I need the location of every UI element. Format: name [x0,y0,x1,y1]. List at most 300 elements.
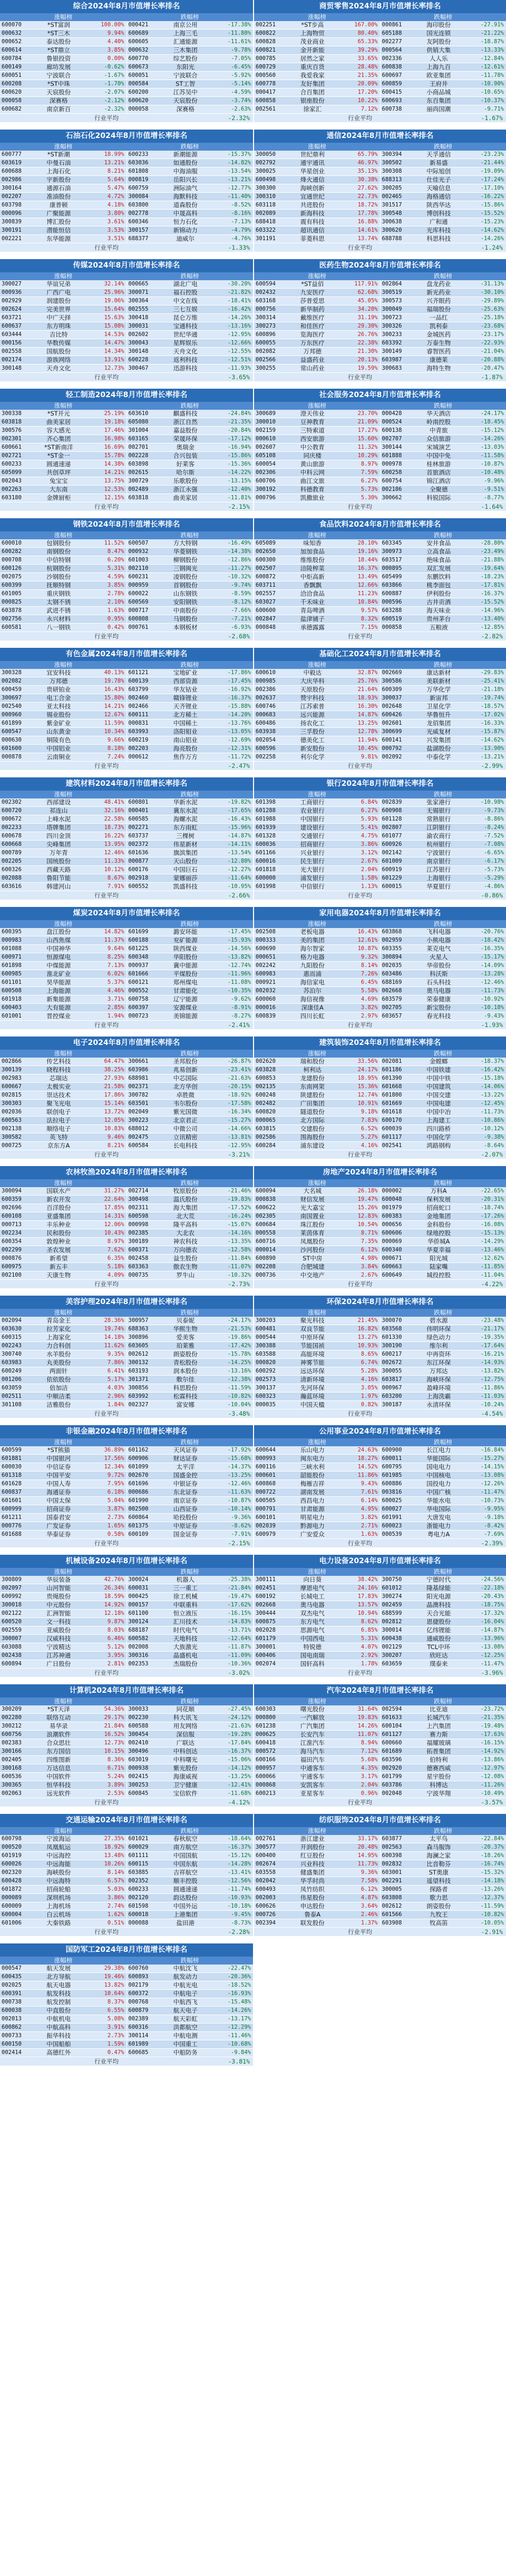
loser-entry [126,1350,254,1358]
stock-name: 时代电气 [173,1626,198,1634]
change-percent: 15.08% [104,323,124,329]
stock-name: 天宸股份 [173,97,198,104]
stock-code: 601939 [256,824,276,831]
change-percent: 15.64% [104,306,124,312]
stock-name: 晋控煤业 [46,1012,71,1020]
gainer-entry [0,1133,126,1141]
stock-name: 沙钢股份 [46,573,71,580]
stock-code: 603168 [256,298,276,304]
stock-code: 300444 [256,1610,276,1616]
ranking-row [254,226,506,235]
stock-name: 菲菱科思 [300,235,325,242]
ranking-row [254,1886,506,1894]
loser-entry [380,866,506,874]
change-percent: 14.21% [104,469,124,476]
change-percent: 6.18% [107,1489,124,1495]
loser-entry [380,1852,506,1860]
column-label-gainers: 涨幅榜 [54,1568,73,1575]
stock-code: 600359 [2,1196,22,1202]
stock-code: 000058 [128,106,149,112]
stock-code: 002353 [128,1661,149,1667]
loser-entry [380,1505,506,1513]
industry-average-value: -1.33% [228,244,250,251]
stock-name: 松霖科技 [173,1393,198,1400]
change-percent: 3.80% [107,210,124,216]
industry-average-row [0,632,253,640]
stock-name: 亚盛集团 [46,1212,71,1220]
stock-name: 海峡股份 [46,1869,71,1876]
stock-name: 北方华创 [173,1083,198,1090]
stock-name: 中国广核 [426,1488,451,1496]
stock-name: 探路者 [430,1886,448,1893]
stock-code: 600693 [382,97,402,104]
loser-entry [126,581,254,589]
gainer-entry [0,2015,126,2023]
stock-code: 000610 [256,436,276,442]
change-percent: -21.18% [480,686,504,693]
change-percent: 23.70% [357,410,378,417]
change-percent: -10.95% [227,883,251,890]
change-percent: 12.53% [104,486,124,492]
ranking-row [0,2024,253,2032]
loser-entry [380,38,506,46]
ranking-row [0,849,253,857]
ranking-row [0,1981,253,1990]
ranking-row [0,970,253,979]
change-percent: -18.26% [480,1852,504,1859]
stock-name: 广田集团 [300,1100,325,1107]
stock-code: 300548 [382,210,402,216]
stock-name: 山西证券 [173,1505,198,1513]
change-percent: 167.00% [354,22,378,28]
stock-name: 欣旺达 [430,1652,448,1659]
ranking-row [0,1108,253,1117]
stock-name: 湖南发展 [300,1488,325,1496]
change-percent: -14.18% [480,1878,504,1884]
change-percent: 6.84% [361,799,378,805]
stock-name: 广和通 [430,218,448,225]
change-percent: 12.34% [104,1464,124,1470]
stock-name: 众信旅游 [426,435,451,442]
ranking-row [0,1446,253,1455]
loser-entry [126,477,254,485]
ranking-row [0,798,253,807]
stock-code: 002097 [2,1585,22,1591]
stock-name: 综艺股份 [173,55,198,62]
change-percent: 16.22% [104,833,124,839]
change-percent: -18.52% [227,1982,251,1988]
loser-entry [126,573,254,581]
change-percent: -10.87% [227,1497,251,1504]
stock-name: 海康威视 [173,1773,198,1780]
gainer-entry [0,1981,126,1989]
loser-entry [126,63,254,71]
panel-title: 建筑材料2024年8月市值增长率排名 [0,777,253,791]
stock-code: 300203 [256,1317,276,1324]
gainer-entry [0,841,126,848]
change-percent: 12.15% [104,495,124,501]
gainer-entry [0,1522,126,1530]
change-percent: 4.18% [107,202,124,208]
column-label-losers: 跌幅榜 [180,13,199,21]
stock-code: 300750 [382,1576,402,1583]
stock-name: 兴业银行 [300,849,325,856]
stock-code: 002489 [128,486,149,492]
loser-entry [380,176,506,184]
ranking-row [0,1497,253,1505]
change-percent: 1.63% [107,607,124,614]
loser-entry [380,1522,506,1530]
change-percent: 2.85% [107,1004,124,1011]
stock-code: 002291 [382,1878,402,1884]
stock-name: 拓普集团 [426,1748,451,1755]
ranking-row [254,1246,506,1255]
stock-name: 荣晟环保 [173,435,198,442]
change-percent: 12.46% [104,850,124,856]
loser-entry [380,1187,506,1195]
stock-code: 600031 [128,1585,149,1591]
loser-entry [126,435,254,443]
change-percent: -12.55% [227,348,251,354]
loser-entry [126,745,254,753]
gainer-entry [0,945,126,953]
stock-name: 中航西飞 [173,1998,198,2006]
stock-name: 九安医疗 [300,289,325,296]
stock-name: 廊坊发展 [46,63,71,71]
stock-name: 海澜之家 [426,1852,451,1859]
gainer-entry [0,928,126,936]
gainer-entry [0,1271,126,1279]
change-percent: 0.95% [107,616,124,622]
industry-average-label: 行业平均 [348,1799,372,1806]
change-percent: -11.93% [227,365,251,371]
column-label-gainers: 涨幅榜 [308,143,326,150]
stock-code: 600138 [382,427,402,433]
stock-name: 东南网架 [300,1083,325,1090]
change-percent: 8.65% [361,1351,378,1357]
stock-name: 奥瑞金 [176,443,194,451]
stock-code: 000959 [128,582,149,588]
stock-name: 中晟高科 [173,210,198,217]
stock-code: 603605 [128,1343,149,1349]
change-percent: -14.83% [227,1618,251,1625]
stock-code: 300114 [128,2032,149,2039]
stock-code: 600372 [128,1990,149,1997]
stock-code: 002500 [128,1506,149,1512]
stock-code: 000632 [2,30,22,36]
change-percent: -20.15% [227,1083,251,1090]
stock-name: 韩建河山 [46,883,71,890]
gainer-entry [254,1522,380,1530]
gainer-entry [0,1221,126,1229]
industry-average-label: 行业平均 [348,1669,372,1676]
panel-title: 纺织服饰2024年8月市值增长率排名 [254,1814,506,1827]
stock-name: 民和股份 [46,1229,71,1237]
loser-entry [380,1886,506,1893]
loser-entry [126,548,254,556]
loser-entry [380,167,506,175]
change-percent: -8.59% [231,590,251,597]
panel-title: 食品饮料2024年8月市值增长率排名 [254,518,506,531]
stock-code: 600983 [256,971,276,977]
ranking-row [254,624,506,632]
change-percent: 0.82% [361,1401,378,1408]
stock-name: 旗滨集团 [173,849,198,856]
stock-code: 600435 [2,1973,22,1980]
stock-name: 四川金顶 [46,832,71,840]
stock-code: 300365 [2,1782,22,1788]
stock-code: 601696 [128,1481,149,1487]
stock-name: 万科A [430,1187,447,1195]
stock-name: 小熊电器 [426,936,451,944]
stock-name: 财信发展 [300,1196,325,1203]
loser-entry [126,2015,254,2023]
stock-name: 朗姿股份 [426,1902,451,1910]
change-percent: 3.71% [107,996,124,1002]
gainer-entry [254,1731,380,1739]
stock-name: 万华化学 [426,686,451,693]
stock-code: 000401 [128,807,149,814]
gainer-entry [0,1455,126,1463]
panel-title: 社会服务2024年8月市值增长率排名 [254,389,506,402]
stock-name: 招商轮船 [46,1886,71,1893]
industry-average-label: 行业平均 [348,1539,372,1547]
stock-name: 武进不锈 [46,607,71,614]
stock-name: 联络互动 [46,1714,71,1721]
ranking-row [254,184,506,193]
stock-name: 中南股份 [173,607,198,614]
gainer-entry [254,1376,380,1384]
stock-code: 601601 [2,1497,22,1504]
change-percent: -9.45% [231,1911,251,1918]
ranking-row [0,105,253,114]
ranking-row [254,38,506,46]
stock-code: 300364 [128,298,149,304]
stock-name: 烽火通信 [300,176,325,183]
stock-name: 航发控制 [46,1998,71,2006]
panel-column-header [0,1697,253,1705]
stock-code: 600660 [382,1740,402,1746]
stock-name: 新潮能源 [173,151,198,158]
gainer-entry [0,1117,126,1124]
loser-entry [380,598,506,606]
loser-entry [126,1739,254,1747]
gainer-entry [254,1108,380,1116]
stock-code: 300729 [128,478,149,484]
stock-code: 000558 [256,1230,276,1236]
stock-name: 天舟文化 [173,348,198,355]
loser-entry [380,1255,506,1262]
gainer-entry [254,745,380,753]
stock-code: 300037 [382,695,402,701]
change-percent: -5.92% [231,72,251,78]
stock-name: 重庆钢铁 [46,590,71,597]
change-percent: -10.05% [480,1920,504,1926]
stock-code: 002839 [382,799,402,805]
stock-name: ST中房 [303,1255,323,1262]
change-percent: -10.86% [480,1117,504,1123]
ranking-row [254,745,506,753]
loser-entry [126,1325,254,1333]
change-percent: 38.25% [104,1067,124,1073]
ranking-row [254,1480,506,1488]
industry-average-value: -3.65% [228,373,250,381]
gainer-entry [0,1393,126,1400]
stock-code: 000776 [2,1523,22,1529]
gainer-entry [0,38,126,46]
gainer-entry [0,280,126,288]
industry-average-value: -2.15% [228,503,250,510]
stock-name: 万邦德 [303,348,322,355]
stock-code: 600563 [2,1117,22,1123]
change-percent: 17.46% [104,427,124,433]
panel-column-header [0,1179,253,1187]
panel-title: 房地产2024年8月市值增长率排名 [254,1166,506,1179]
loser-entry [126,427,254,435]
loser-entry [380,1576,506,1584]
loser-entry [126,1626,254,1634]
stock-name: 北方国际 [300,1117,325,1124]
gainer-entry [0,1472,126,1479]
stock-code: 601001 [2,1013,22,1019]
change-percent: -10.18% [480,1004,504,1011]
ranking-row [0,1212,253,1221]
stock-name: 广聚能源 [46,210,71,217]
stock-code: 600200 [128,89,149,95]
change-percent: -16.92% [227,686,251,693]
gainer-entry [0,857,126,865]
stock-name: 华孚时尚 [300,1877,325,1884]
stock-name: 碧水源 [430,1317,448,1324]
industry-average-value: -2.99% [481,762,503,769]
ranking-row [254,694,506,703]
stock-name: 福石控股 [173,289,198,296]
stock-name: 东方电气 [300,1618,325,1625]
stock-code: 600505 [256,1497,276,1504]
stock-name: 上海银行 [426,874,451,882]
stock-name: 恒源煤电 [46,953,71,961]
stock-code: 600971 [2,954,22,960]
change-percent: -14.26% [480,235,504,242]
stock-name: 国统股份 [46,857,71,865]
change-percent: -14.66% [227,1126,251,1132]
panel-column-header [254,1697,506,1705]
change-percent: -11.26% [480,1782,504,1788]
change-percent: 12.05% [104,1117,124,1123]
ranking-row [254,80,506,88]
stock-code: 002612 [382,1903,402,1909]
stock-name: 绿色动力 [426,1334,451,1341]
stock-code: 600258 [382,469,402,476]
ranking-row [0,1886,253,1894]
stock-name: 珀莱雅 [176,1342,194,1349]
change-percent: 36.89% [104,1447,124,1453]
change-percent: 30.38% [357,176,378,183]
stock-name: 通源石油 [46,184,71,192]
stock-name: 深赛格 [50,97,68,104]
stock-name: 敷尔佳 [176,1376,194,1383]
stock-name: 星宇股份 [426,1773,451,1780]
ranking-row [254,1334,506,1342]
change-percent: -11.59% [227,1385,251,1391]
panel-row [0,518,506,648]
industry-average-value: -2.32% [228,114,250,122]
stock-code: 603501 [128,1100,149,1107]
change-percent: 24.17% [357,1067,378,1073]
gainer-entry [254,1660,380,1668]
loser-entry [380,1204,506,1212]
stock-name: 力合科创 [46,1342,71,1349]
change-percent: -11.78% [480,72,504,78]
gainer-entry [254,1902,380,1910]
stock-code: 603019 [128,1756,149,1763]
ranking-row [254,849,506,857]
gainer-entry [0,1108,126,1116]
stock-name: 加加食品 [300,548,325,555]
stock-code: 601003 [128,557,149,563]
change-percent: 31.19% [357,314,378,321]
stock-name: 中曼石油 [46,159,71,166]
stock-name: 利尔化学 [300,753,325,761]
gainer-entry [0,590,126,598]
stock-code: 300338 [2,410,22,417]
stock-code: 600066 [256,1773,276,1780]
gainer-entry [0,728,126,736]
change-percent: -22.47% [227,1965,251,1971]
industry-panel [0,130,253,252]
stock-name: 金科股份 [426,1221,451,1228]
ranking-row [254,1455,506,1463]
stock-code: 002082 [256,348,276,354]
stock-code: 000960 [2,712,22,718]
change-percent: -19.83% [227,1196,251,1202]
change-percent: -16.04% [480,1618,504,1625]
loser-entry [380,1367,506,1375]
change-percent: 19.59% [357,365,378,371]
stock-name: 国投电力 [426,1480,451,1487]
stock-name: 澄天伟业 [300,410,325,417]
stock-name: 水羊股份 [46,1350,71,1358]
stock-name: 凯撒旅业 [300,494,325,501]
stock-name: 大秦铁路 [46,1919,71,1927]
gainer-entry [0,970,126,978]
stock-name: 东阳光 [176,63,194,71]
change-percent: 32.87% [357,669,378,676]
gainer-entry [0,1012,126,1020]
change-percent: -8.12% [231,599,251,605]
gainer-entry [254,1714,380,1722]
stock-code: 000877 [128,858,149,864]
stock-code: 600217 [382,1351,402,1357]
stock-code: 000713 [2,1221,22,1228]
stock-code: 603987 [382,357,402,363]
change-percent: -12.69% [227,737,251,743]
stock-name: 古井贡酒 [426,598,451,606]
stock-name: 兴发集团 [426,736,451,744]
change-percent: -23.49% [480,548,504,555]
ranking-row [0,548,253,556]
stock-name: 盈峰环境 [426,1384,451,1391]
stock-name: 绿地控股 [426,1229,451,1237]
change-percent: -18.57% [480,703,504,709]
change-percent: -14.28% [227,1861,251,1867]
stock-name: 中航电子 [173,1990,198,1997]
loser-entry [380,703,506,710]
stock-name: 三木集团 [173,46,198,54]
ranking-row [254,736,506,745]
change-percent: -13.15% [227,478,251,484]
stock-code: 601699 [128,929,149,935]
